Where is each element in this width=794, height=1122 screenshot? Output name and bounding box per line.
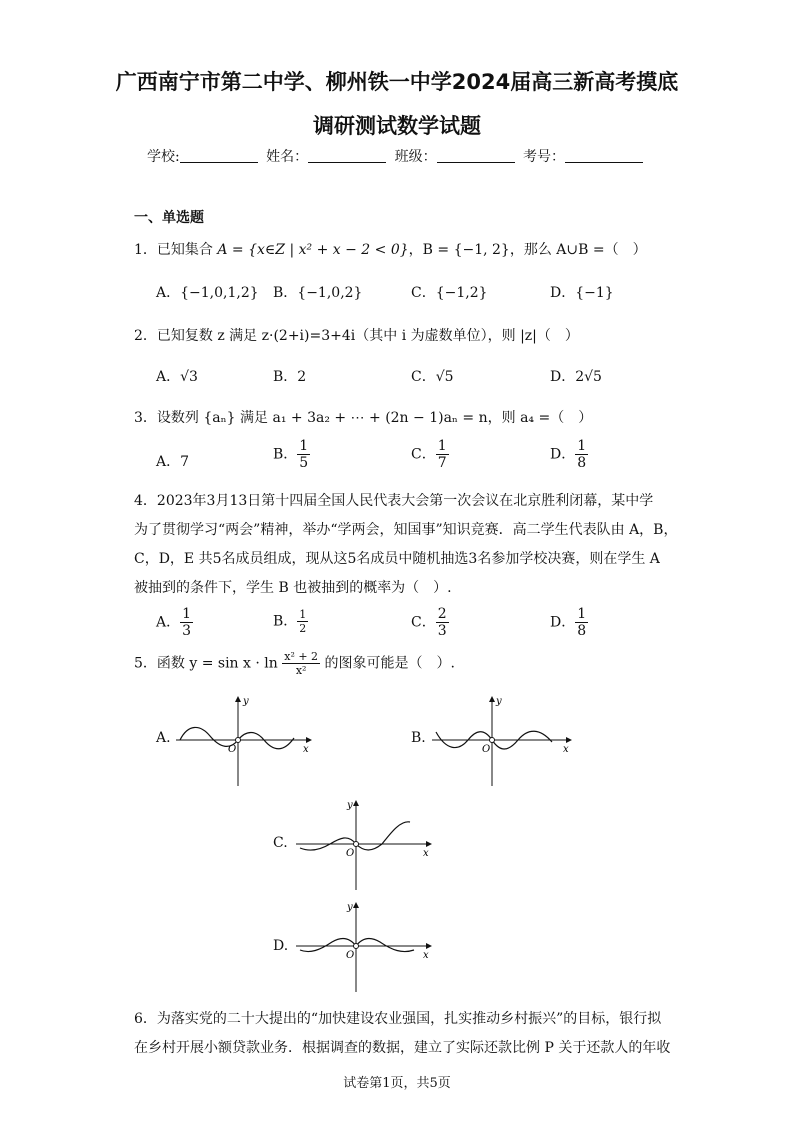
q5-a-y-label: y	[243, 696, 249, 707]
question-2-stem: 2．已知复数 z 满足 z·(2+i)=3+4i（其中 i 为虚数单位），则 |z|（ ）	[134, 328, 579, 344]
q3-option-d	[550, 438, 588, 471]
question-5-stem	[134, 650, 455, 677]
q5-a-x-label: x	[303, 744, 309, 755]
q4-option-a-fraction	[180, 606, 193, 639]
name-blank[interactable]	[308, 148, 386, 163]
numerator: 1	[437, 438, 447, 454]
question-4-line-2: 为了贯彻学习“两会”精神，举办“学两会，知国事”知识竞赛．高二学生代表队由 A，B，	[134, 522, 678, 538]
numerator: 1	[299, 608, 307, 621]
question-6-line-2: 在乡村开展小额贷款业务．根据调查的数据，建立了实际还款比例 P 关于还款人的年收	[134, 1040, 671, 1056]
q2-option-c: C．√5	[411, 369, 454, 385]
q5-a-origin-label: O	[228, 744, 237, 755]
class-blank[interactable]	[437, 148, 515, 163]
q4-option-c-label: C．	[411, 614, 436, 631]
q5-d-x-label: x	[423, 950, 429, 961]
question-3-stem: 3．设数列 {aₙ} 满足 a₁ + 3a₂ + ⋯ + (2n − 1)aₙ = n，则 a₄ =（ ）	[134, 410, 593, 426]
q2-option-a: A．√3	[156, 369, 198, 385]
q5-option-c-graph	[296, 798, 432, 890]
q5-b-origin-label: O	[482, 744, 491, 755]
student-info-line	[0, 146, 794, 166]
exam-title-line1: 广西南宁市第二中学、柳州铁一中学2024届高三新高考摸底	[115, 70, 679, 94]
q5-option-d-graph	[296, 900, 432, 992]
q5-option-d-label: D.	[273, 938, 289, 954]
q4-option-d-fraction	[575, 606, 588, 639]
q5-d-y-label: y	[347, 902, 353, 913]
denominator: 2	[299, 622, 307, 635]
q4-option-d-label: D．	[550, 614, 576, 631]
exam-number-blank[interactable]	[565, 148, 643, 163]
q3-option-b-label: B．	[273, 446, 298, 463]
q1-option-c: C．{−1,2}	[411, 285, 488, 301]
q3-option-b	[273, 438, 310, 471]
q4-option-a	[156, 606, 193, 639]
q5-b-y-label: y	[496, 696, 502, 707]
q5-d-origin-label: O	[346, 950, 355, 961]
denominator: 8	[577, 455, 587, 471]
denominator: 5	[299, 455, 309, 471]
numerator: 1	[577, 606, 587, 622]
q4-option-b-fraction	[297, 608, 308, 635]
school-label: 学校:	[146, 149, 180, 165]
q5-option-a-graph	[176, 694, 312, 786]
numerator: 2	[437, 606, 447, 622]
q4-option-b-label: B．	[273, 613, 298, 630]
page-footer: 试卷第1页，共5页	[343, 1076, 451, 1091]
denominator: 8	[577, 623, 587, 639]
q3-option-a	[156, 451, 189, 471]
q3-option-d-label: D．	[550, 446, 576, 463]
q4-option-d	[550, 606, 588, 639]
q5-log-fraction	[282, 650, 320, 677]
numerator: 1	[182, 606, 192, 622]
q3-option-c-fraction	[436, 438, 449, 471]
name-label: 姓名：	[266, 149, 309, 165]
q3-option-c	[411, 438, 449, 471]
q5-option-b-graph	[432, 694, 572, 786]
section-heading: 一、单选题	[134, 210, 204, 226]
q1-suffix: ，那么 A∪B =（ ）	[509, 242, 647, 258]
q3-option-a-label: A．	[156, 454, 181, 470]
exam-number-label: 考号：	[523, 149, 566, 165]
q1-option-d: D．{−1}	[550, 285, 614, 301]
denominator: 3	[437, 623, 447, 639]
numerator: x² + 2	[284, 650, 319, 663]
exam-title-line2: 调研测试数学试题	[313, 114, 481, 138]
q5-c-x-label: x	[423, 848, 429, 859]
q5-c-y-label: y	[347, 800, 353, 811]
numerator: 1	[577, 438, 587, 454]
q5-suffix: 的图象可能是（ ）.	[324, 655, 455, 672]
question-4-line-3: C，D，E 共5名成员组成，现从这5名成员中随机抽选3名参加学校决赛，则在学生 A	[134, 551, 660, 567]
q3-option-a-value: 7	[180, 454, 190, 470]
q1-prefix: 1．已知集合	[134, 242, 213, 258]
q5-prefix: 5．函数 y = sin x · ln	[134, 655, 278, 672]
q1-set-a: A = {x∈Z | x² + x − 2 < 0}	[217, 242, 409, 258]
denominator: 3	[182, 623, 192, 639]
q1-set-b: ，B = {−1, 2}	[408, 242, 510, 258]
numerator: 1	[299, 438, 309, 454]
q5-c-origin-label: O	[346, 848, 355, 859]
q3-option-b-fraction	[297, 438, 310, 471]
q5-option-a-label: A.	[156, 730, 171, 746]
q4-option-a-label: A．	[156, 614, 181, 631]
q4-option-c-fraction	[436, 606, 449, 639]
q2-option-b: B．2	[273, 369, 307, 385]
question-1-stem	[134, 239, 647, 259]
denominator: x²	[295, 664, 307, 677]
q5-b-x-label: x	[563, 744, 569, 755]
question-4-line-4: 被抽到的条件下，学生 B 也被抽到的概率为（ ）.	[134, 580, 452, 596]
q3-option-c-label: C．	[411, 446, 436, 463]
question-6-line-1: 6．为落实党的二十大提出的“加快建设农业强国，扎实推动乡村振兴”的目标，银行拟	[134, 1011, 662, 1027]
denominator: 7	[437, 455, 447, 471]
class-label: 班级：	[394, 149, 437, 165]
q5-option-c-label: C.	[273, 835, 288, 851]
q3-option-d-fraction	[575, 438, 588, 471]
q4-option-c	[411, 606, 449, 639]
school-blank[interactable]	[180, 148, 258, 163]
q1-option-b: B．{−1,0,2}	[273, 285, 363, 301]
q4-option-b	[273, 608, 308, 635]
q2-option-d: D．2√5	[550, 369, 602, 385]
q1-option-a: A．{−1,0,1,2}	[156, 285, 259, 301]
q5-option-b-label: B.	[411, 730, 426, 746]
question-4-line-1: 4．2023年3月13日第十四届全国人民代表大会第一次会议在北京胜利闭幕，某中学	[134, 493, 654, 509]
